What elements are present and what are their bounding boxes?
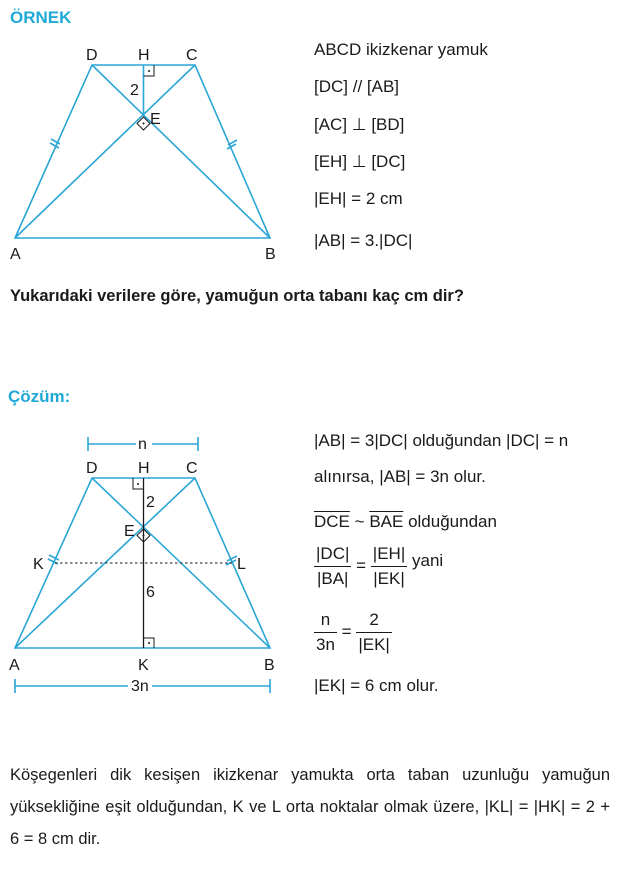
solution-line: alınırsa, |AB| = 3n olur. bbox=[314, 467, 486, 486]
similarity-symbol: ~ bbox=[354, 512, 365, 531]
diagonal-ac bbox=[15, 65, 195, 238]
label-d: D bbox=[86, 47, 98, 64]
label-k-left: K bbox=[33, 556, 44, 573]
label-c: C bbox=[186, 460, 198, 477]
label-e: E bbox=[150, 111, 161, 128]
given-statement: |AB| = 3.|DC| bbox=[314, 231, 413, 250]
result-line: |EK| = 6 cm olur. bbox=[314, 676, 439, 695]
label-l: L bbox=[237, 556, 246, 573]
label-a: A bbox=[9, 657, 20, 674]
similarity-suffix: olduğundan bbox=[408, 512, 497, 531]
label-b: B bbox=[264, 657, 275, 674]
label-a: A bbox=[10, 246, 21, 263]
question-text: Yukarıdaki verilere göre, yamuğun orta tabanı kaç cm dir? bbox=[10, 287, 464, 305]
triangle-dce: $\overline{DCE}$ bbox=[314, 512, 350, 531]
example-heading: ÖRNEK bbox=[10, 8, 72, 27]
label-eh-length: 2 bbox=[146, 494, 155, 511]
label-c: C bbox=[186, 47, 198, 64]
label-h: H bbox=[138, 460, 150, 477]
label-top-length: n bbox=[138, 436, 147, 453]
solution-heading: Çözüm: bbox=[8, 387, 71, 406]
given-statement: [EH] ⊥ [DC] bbox=[314, 152, 406, 171]
label-k: K bbox=[138, 657, 149, 674]
fraction-2-ek: $\frac{2}{|EK|}$ bbox=[358, 610, 390, 654]
ratio-fraction-dc-ba: $\frac{|DC|}{|BA|}$ bbox=[316, 544, 350, 588]
fraction-n-3n: $\frac{n}{3n}$ bbox=[316, 610, 335, 654]
given-statement: [AC] ⊥ [BD] bbox=[314, 115, 405, 134]
diagonal-bd bbox=[92, 65, 270, 238]
label-b: B bbox=[265, 246, 276, 263]
label-d: D bbox=[86, 460, 98, 477]
value-equation: $\frac{n}{3n}$ = $\frac{2}{|EK|}$ bbox=[316, 610, 390, 654]
given-statement: |EH| = 2 cm bbox=[314, 189, 403, 208]
ratio-fraction-eh-ek: $\frac{|EH|}{|EK|}$ bbox=[372, 544, 406, 588]
similarity-statement bbox=[314, 512, 497, 532]
label-ek-length: 6 bbox=[146, 584, 155, 601]
label-e: E bbox=[124, 523, 135, 540]
label-h: H bbox=[138, 47, 150, 64]
given-statement: ABCD ikizkenar yamuk bbox=[314, 40, 488, 59]
example-trapezoid-figure bbox=[0, 30, 300, 270]
label-eh-length: 2 bbox=[130, 82, 139, 99]
given-statement: [DC] // [AB] bbox=[314, 77, 400, 96]
ratio-equation: $\frac{|DC|}{|BA|}$ = $\frac{|EH|}{|EK|}$ yani bbox=[316, 544, 444, 588]
solution-trapezoid-figure bbox=[0, 425, 300, 700]
solution-line: |AB| = 3|DC| olduğundan |DC| = n bbox=[314, 431, 569, 450]
trapezoid-abcd bbox=[15, 65, 270, 238]
label-bottom-length: 3n bbox=[131, 678, 149, 695]
triangle-bae: $\overline{BAE}$ bbox=[369, 512, 404, 531]
conclusion-paragraph: Köşegenleri dik kesişen ikizkenar yamukta orta taban uzunluğu yamuğun yüksekliğine eşit olduğundan, K ve L orta noktalar olmak üzere, |KL| = |HK| = 2 + 6 = 8 cm dir. bbox=[10, 766, 610, 848]
